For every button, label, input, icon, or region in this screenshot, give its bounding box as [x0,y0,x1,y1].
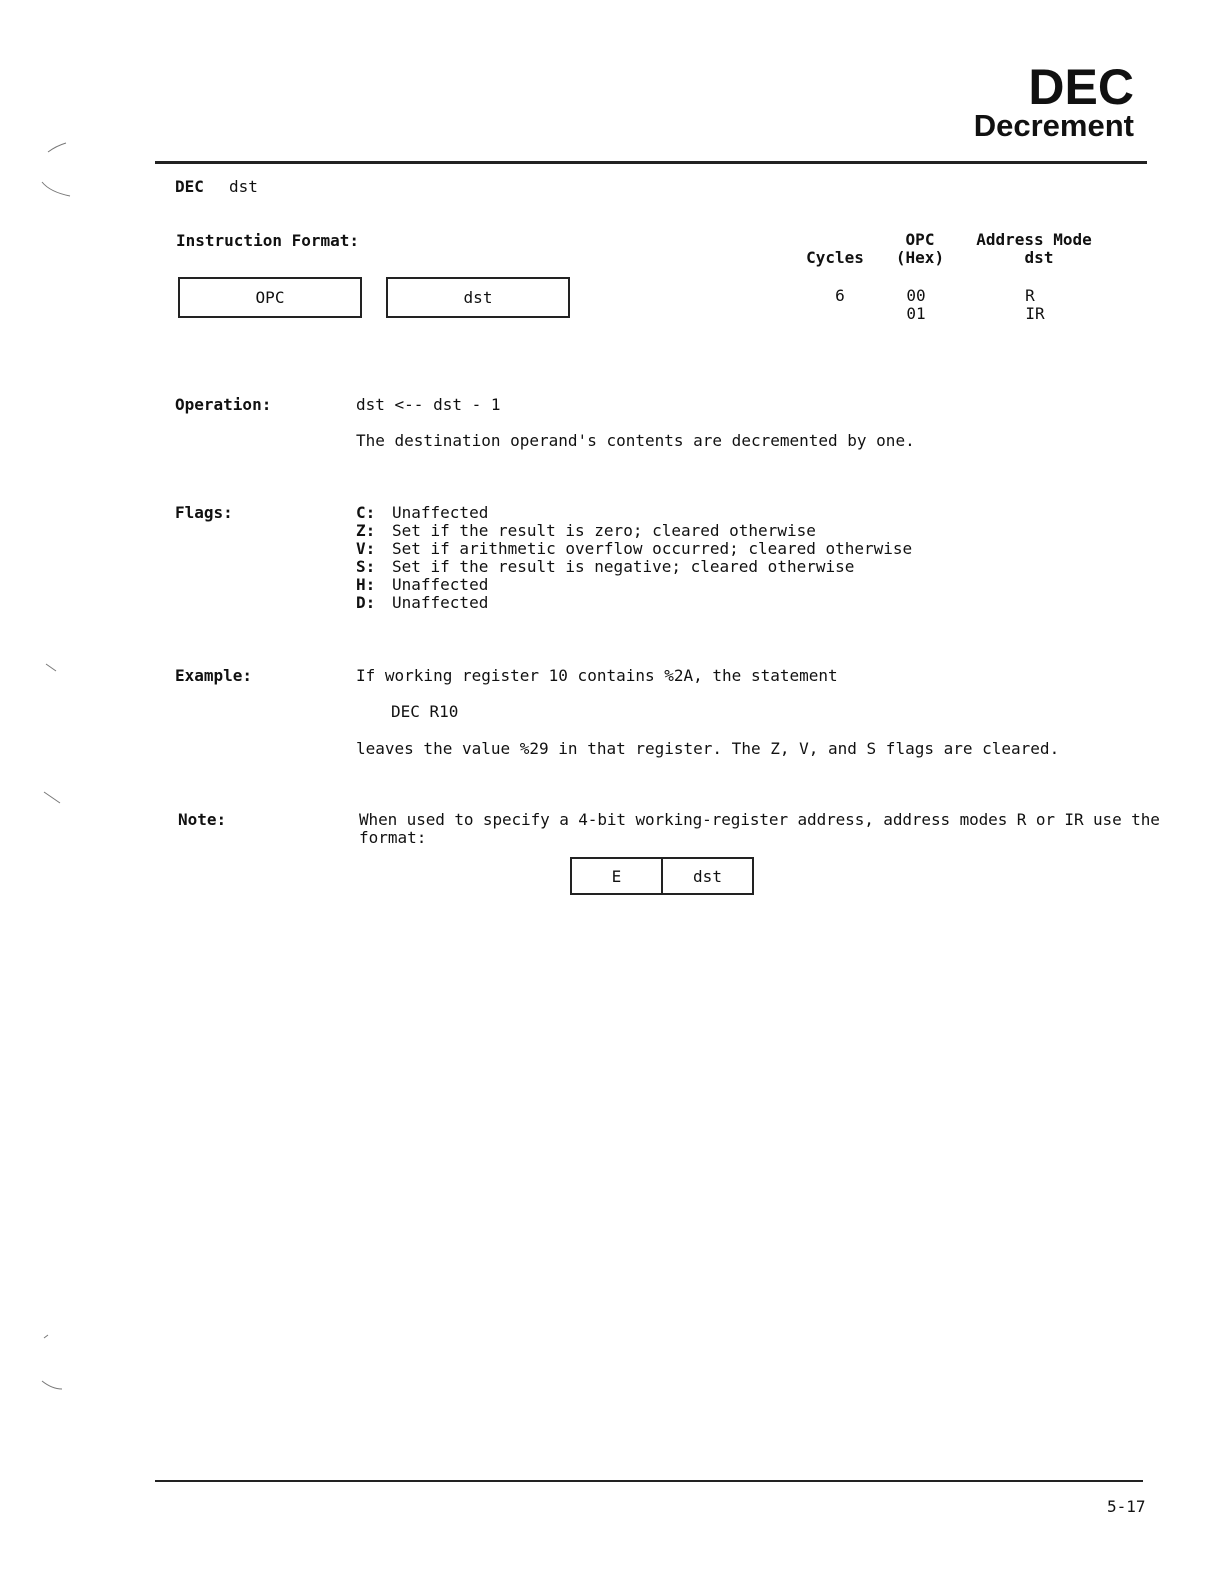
syntax-operand: dst [229,177,258,196]
flag-row [356,575,488,594]
note-line1: When used to specify a 4-bit working-register address, address modes R or IR use the [359,810,1160,829]
note-field-e: E [570,857,663,895]
flag-text: Set if arithmetic overflow occurred; cleared otherwise [392,539,913,558]
scan-marks [0,0,80,1584]
instruction-format-label: Instruction Format: [176,231,360,250]
format-field-opc: OPC [178,277,362,318]
operation-description: The destination operand's contents are decremented by one. [356,431,915,450]
flag-letter: D: [356,593,376,612]
page-number: 5-17 [1107,1497,1146,1516]
flag-letter: V: [356,539,376,558]
col-header-cycles: Cycles [806,248,864,267]
flag-text: Set if the result is zero; cleared otherwise [392,521,816,540]
flags-label: Flags: [175,503,233,522]
flag-row [356,521,816,540]
operation-label: Operation: [175,395,272,414]
col-header-hex: (Hex) [895,248,945,267]
example-line2: leaves the value %29 in that register. The Z, V, and S flags are cleared. [356,739,1060,758]
opc-value-row2: 01 [906,304,926,323]
note-field-dst: dst [661,857,754,895]
note-line2: format: [359,828,427,847]
operation-expression: dst <-- dst - 1 [356,395,501,414]
flag-text: Unaffected [392,593,489,612]
note-label: Note: [178,810,227,829]
flag-letter: S: [356,557,376,576]
flag-text: Unaffected [392,503,489,522]
mode-value-row2: IR [1025,304,1045,323]
example-code: DEC R10 [391,702,459,721]
opc-value-row1: 00 [906,286,926,305]
flag-row [356,557,854,576]
col-header-opc: OPC [905,230,935,249]
flag-letter: H: [356,575,376,594]
header-rule [155,161,1147,164]
example-label: Example: [175,666,253,685]
flag-letter: Z: [356,521,376,540]
mode-value-row1: R [1025,286,1035,305]
cycles-value: 6 [835,286,845,305]
footer-rule [155,1480,1143,1482]
format-field-dst: dst [386,277,570,318]
flag-letter: C: [356,503,376,522]
flag-row [356,593,488,612]
syntax-mnemonic: DEC [175,177,204,196]
page-title: DEC [1028,59,1134,115]
flag-text: Set if the result is negative; cleared otherwise [392,557,855,576]
flag-row [356,539,912,558]
col-header-address-mode: Address Mode [976,230,1092,249]
col-header-dst: dst [1024,248,1054,267]
flag-row [356,503,488,522]
page-subtitle: Decrement [973,108,1134,143]
flag-text: Unaffected [392,575,489,594]
example-line1: If working register 10 contains %2A, the statement [356,666,838,685]
